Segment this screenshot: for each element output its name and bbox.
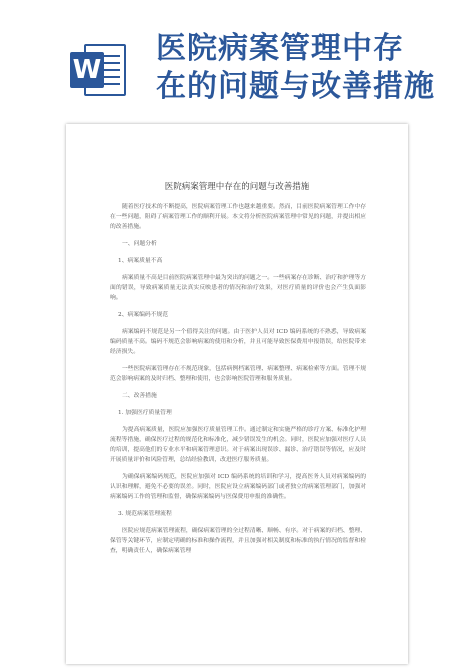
paragraph: 为确保病案编码规范，医院应加强对 ICD 编码系统的培训和学习，提高医务人员对病案编码的认识和理解，避免不必要的误差。同时，医院应设立病案编码部门或者独立的病案管理部门，加强对病案编码工作的管理和监督，确保病案编码与医保费用申报的准确性。	[110, 474, 366, 500]
document-body	[66, 202, 408, 556]
subsection-heading: 1、病案质量不高	[118, 258, 163, 264]
subsection-heading: 2、病案编码不规范	[118, 312, 169, 318]
header-banner	[0, 0, 474, 118]
paragraph: 病案编码不规范是另一个值得关注的问题。由于医护人员对 ICD 编码系统的不熟悉，导致病案编码质量不高。编码不规范会影响病案的使用和分析，并且可能导致医保费用申报错误，给医院带来经济损失。	[110, 329, 366, 355]
paragraph: 一些医院病案管理存在不规范现象，包括病例档案管理、病案整理、病案检索等方面。管理不规范会影响病案的及时归档、整理和使用，也会影响医院管理和服务质量。	[110, 366, 366, 382]
document-page	[66, 124, 408, 664]
paragraph: 为提高病案质量，医院应加强医疗质量管理工作。通过制定和实施严格的诊疗方案、标准化护理流程等措施，确保医疗过程的规范化和标准化，减少错误发生的机会。同时，医院应加强对医疗人员的培训，提高他们的专业水平和病案管理意识。对于病案出现误诊、漏诊、治疗错误等情况，应及时开展质量评价和风险管理，总结经验教训，改进医疗服务质量。	[110, 427, 366, 463]
paragraph: 病案质量不高是目前医院病案管理中最为突出的问题之一。一些病案存在诊断、治疗和护理等方面的错误，导致病案质量无法真实反映患者的情况和治疗效果，对医疗质量的评价也会产生负面影响。	[110, 275, 366, 301]
page-title	[156, 30, 466, 106]
section-heading: 一、问题分析	[122, 241, 157, 247]
document-title: 医院病案管理中存在的问题与改善措施	[164, 182, 310, 192]
section-heading: 二、改善措施	[122, 393, 157, 399]
subsection-heading: 3. 规范病案管理流程	[118, 511, 172, 517]
word-letter-badge: W	[70, 52, 104, 88]
paragraph: 医院应规范病案管理流程，确保病案管理的全过程清晰、顺畅、有序。对于病案的归档、整理、保管等关键环节，应制定明确的标准和操作流程，并且加强对相关制度和标准的执行情况的监督和检查，明确责任人，确保病案管理	[110, 528, 366, 554]
title-line-1: 医院病案管理中存	[156, 31, 404, 66]
word-document-icon	[66, 38, 128, 100]
subsection-heading: 1. 加强医疗质量管理	[118, 410, 172, 416]
intro-paragraph: 随着医疗技术的不断提高，医院病案管理工作也越来越重要。然而，目前医院病案管理工作中存在一些问题，阻碍了病案管理工作的顺利开展。本文将分析医院病案管理中常见的问题，并提出相应的改善措施。	[110, 204, 366, 230]
title-line-2: 在的问题与改善措施	[156, 69, 435, 104]
